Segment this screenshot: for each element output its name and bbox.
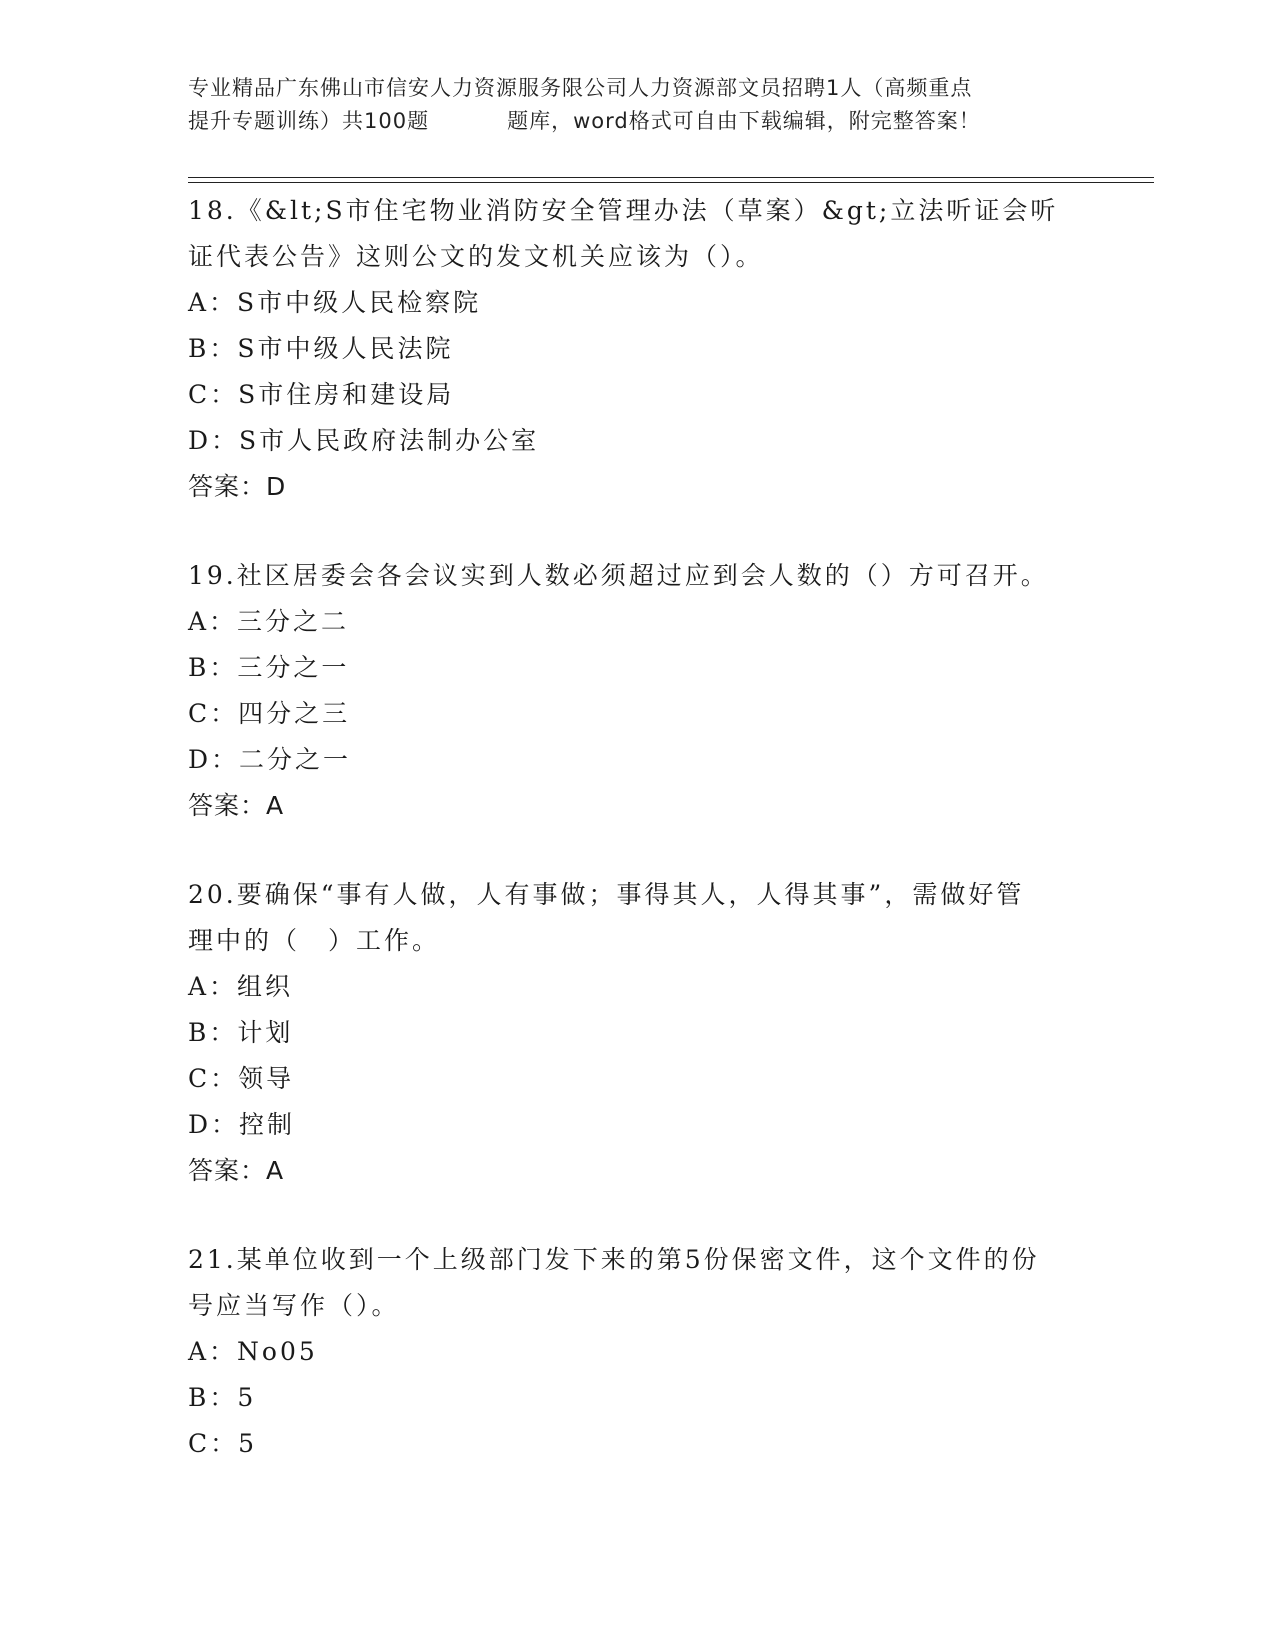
option-b: B：三分之一 [188, 653, 350, 682]
option-d: D：控制 [188, 1110, 296, 1139]
answer: 答案：A [188, 791, 285, 820]
option-a: A：组织 [188, 972, 294, 1001]
option-d: D：二分之一 [188, 745, 352, 774]
question-21 [188, 1237, 1088, 1467]
question-stem-line: 证代表公告》这则公文的发文机关应该为（）。 [188, 242, 764, 271]
question-stem-line: 19.社区居委会各会议实到人数必须超过应到会人数的（）方可召开。 [188, 561, 1049, 590]
question-stem-line: 理中的（ ）工作。 [188, 926, 441, 955]
header-divider-top [188, 177, 1154, 178]
answer: 答案：D [188, 472, 287, 501]
option-d: D：S市人民政府法制办公室 [188, 426, 540, 455]
question-stem-line: 20.要确保“事有人做，人有事做；事得其人，人得其事”，需做好管 [188, 880, 1025, 909]
option-c: C：S市住房和建设局 [188, 380, 455, 409]
header-line-1: 专业精品广东佛山市信安人力资源服务限公司人力资源部文员招聘1人（高频重点 [188, 76, 973, 100]
option-a: A：三分之二 [188, 607, 350, 636]
question-18 [188, 188, 1088, 510]
answer: 答案：A [188, 1156, 285, 1185]
header-line-2-part-a: 提升专题训练）共100题 [188, 109, 430, 133]
question-list [188, 188, 1088, 1510]
option-a: A：S市中级人民检察院 [188, 288, 482, 317]
option-b: B：计划 [188, 1018, 294, 1047]
option-c: C：领导 [188, 1064, 295, 1093]
header-line-2 [188, 105, 1088, 138]
option-b: B：S市中级人民法院 [188, 334, 454, 363]
question-stem-line: 21.某单位收到一个上级部门发下来的第5份保密文件，这个文件的份 [188, 1245, 1040, 1274]
option-c: C：四分之三 [188, 699, 351, 728]
question-stem-line: 号应当写作（）。 [188, 1291, 400, 1320]
header-line-2-part-b: 题库，word格式可自由下载编辑，附完整答案！ [507, 109, 981, 133]
option-a: A：No05 [188, 1337, 318, 1366]
question-stem-line: 18.《&lt;S市住宅物业消防安全管理办法（草案）&gt;立法听证会听 [188, 196, 1059, 225]
question-20 [188, 872, 1088, 1194]
document-header [188, 72, 1088, 138]
option-b: B：5 [188, 1383, 257, 1412]
question-19 [188, 553, 1088, 829]
option-c: C：5 [188, 1429, 258, 1458]
header-divider-bottom [188, 182, 1154, 183]
